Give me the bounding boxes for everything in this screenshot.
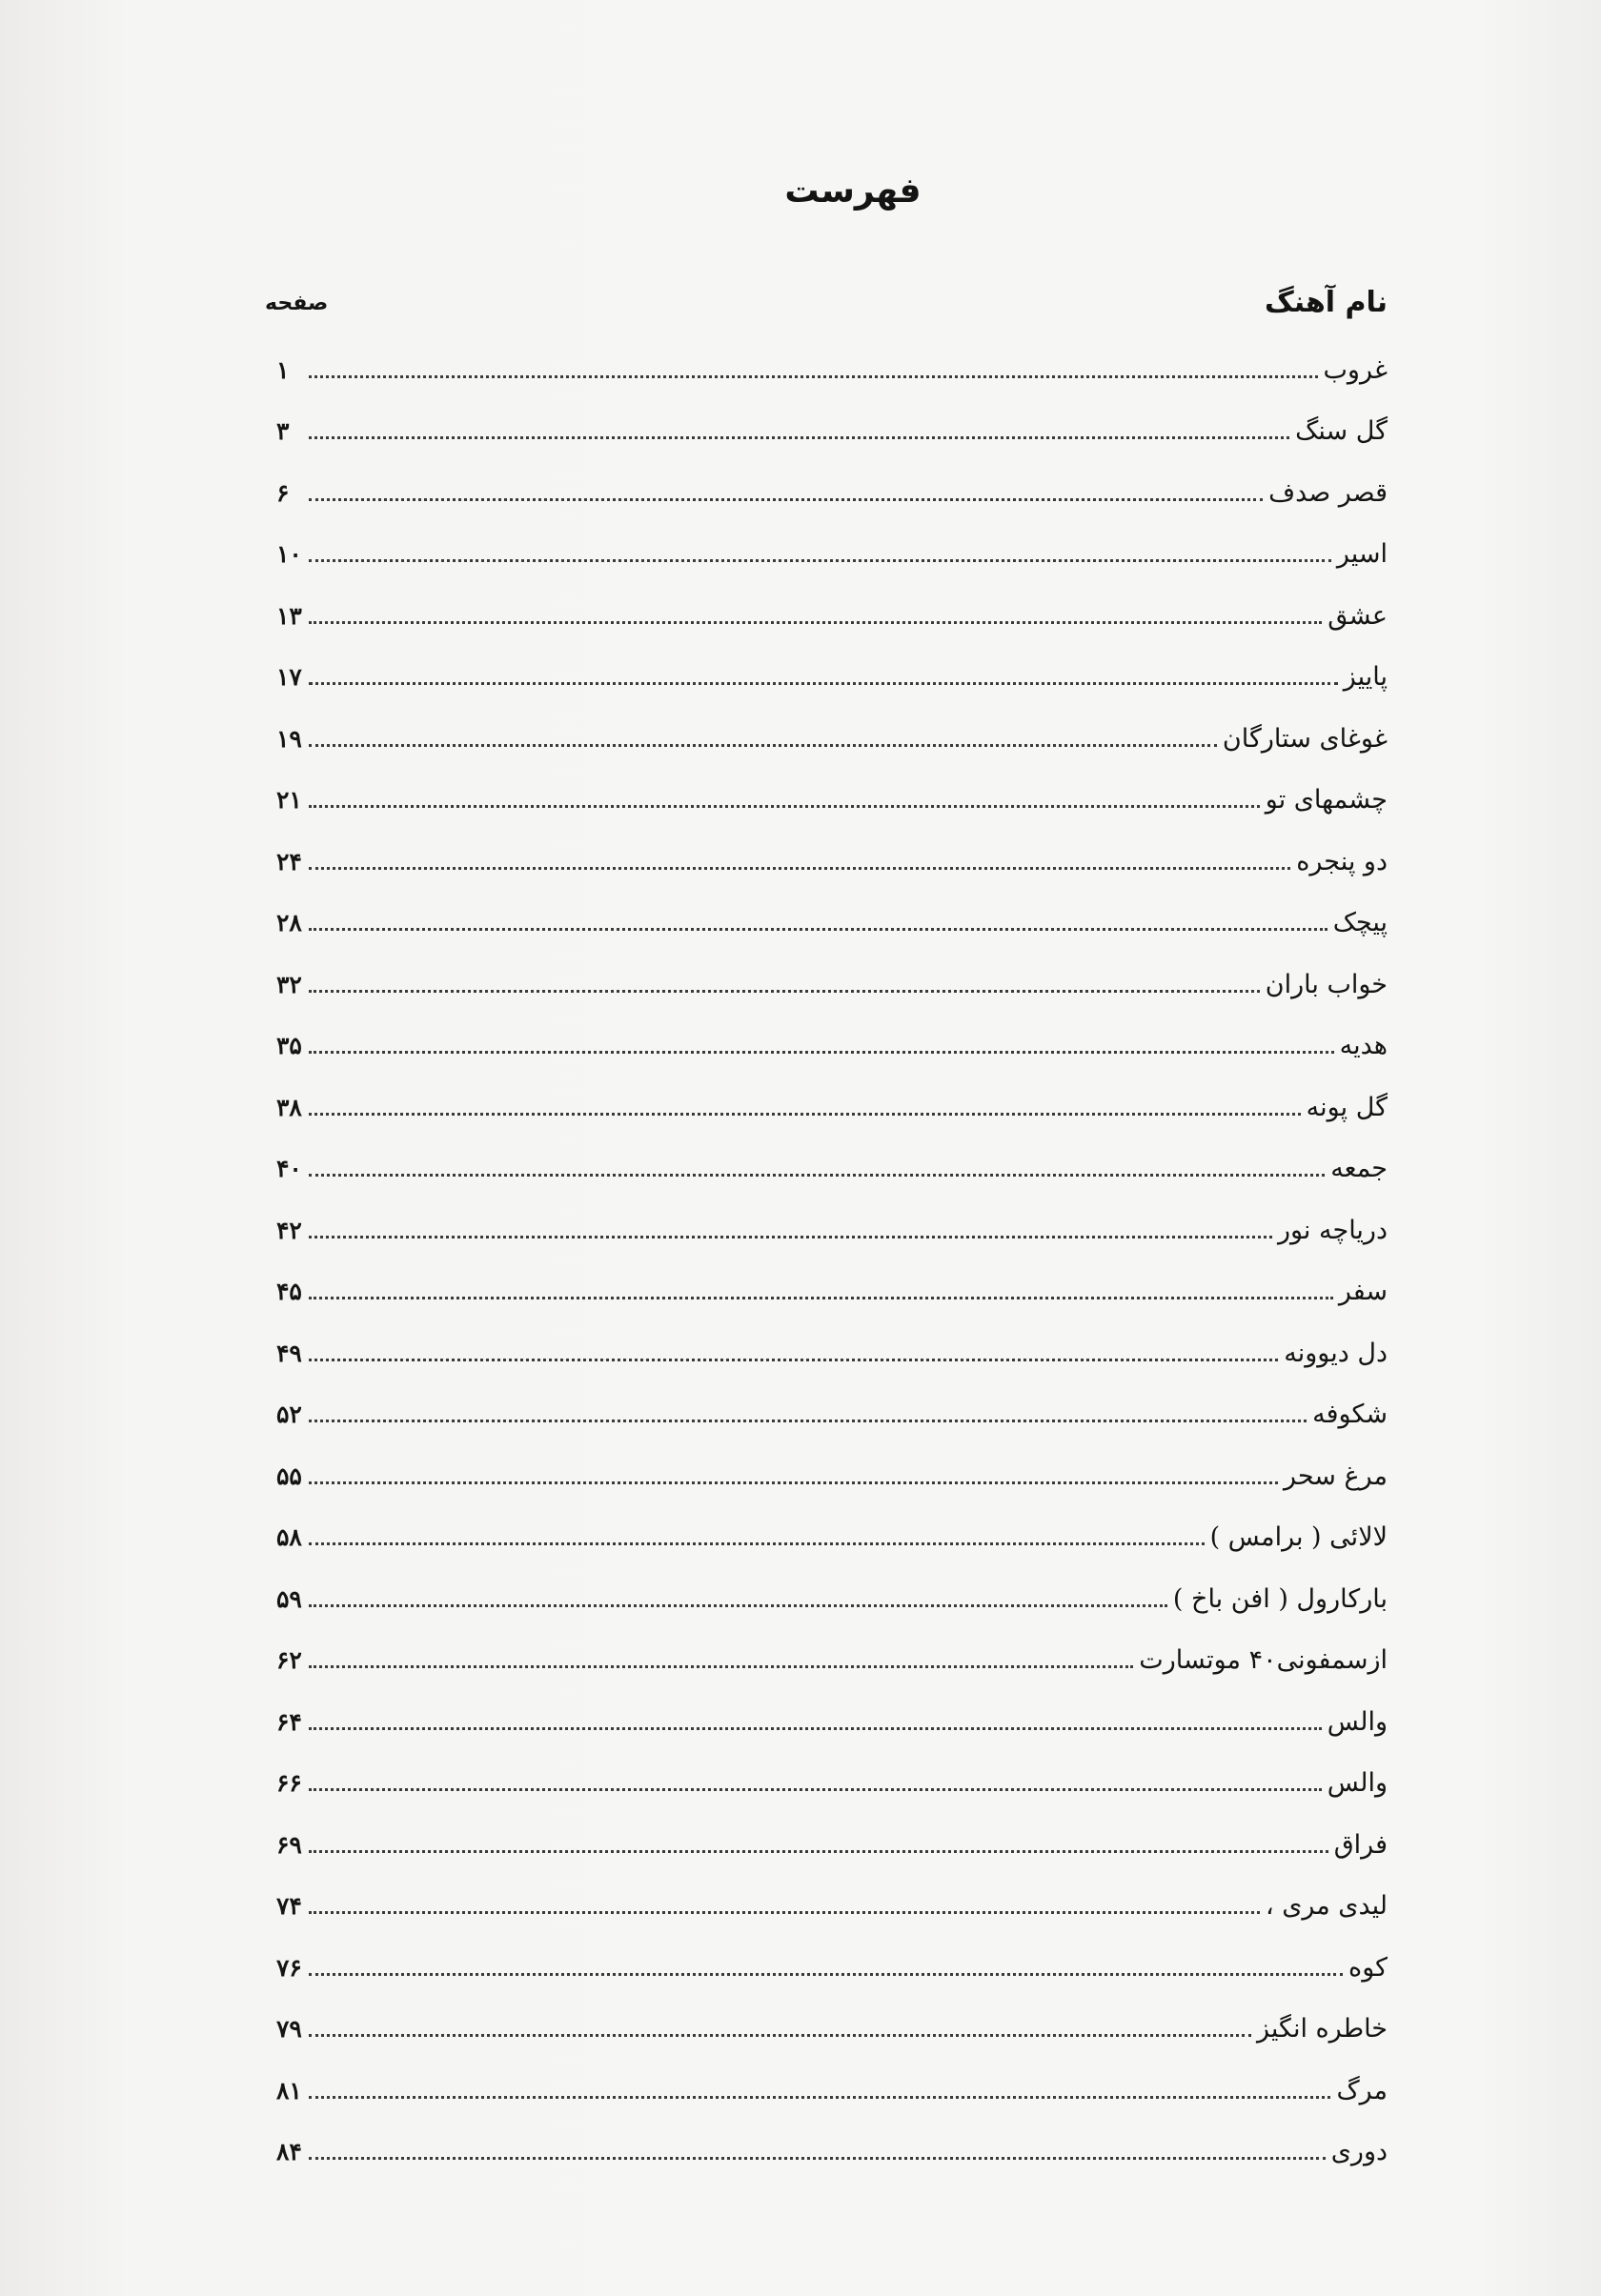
toc-entry-title: چشمهای تو bbox=[1265, 785, 1388, 816]
toc-entry bbox=[276, 1507, 1388, 1569]
dotted-leader bbox=[309, 436, 1289, 439]
toc-entry-title: بارکارول ( افن باخ ) bbox=[1172, 1583, 1388, 1614]
dotted-leader bbox=[309, 1788, 1322, 1791]
toc-entry bbox=[276, 339, 1388, 401]
toc-entry-page-number: ۱۹ bbox=[276, 724, 302, 753]
dotted-leader bbox=[309, 1236, 1272, 1239]
toc-entry-title: غروب bbox=[1323, 354, 1388, 385]
dotted-leader bbox=[309, 1359, 1278, 1361]
toc-entry-page-number: ۳۲ bbox=[276, 970, 302, 998]
toc-entry-page-number: ۳ bbox=[276, 417, 290, 446]
toc-entry bbox=[276, 1322, 1388, 1384]
toc-entry-title: دریاچه نور bbox=[1277, 1215, 1388, 1245]
toc-entry-title: دل دیوونه bbox=[1284, 1338, 1388, 1368]
dotted-leader bbox=[309, 1727, 1322, 1730]
dotted-leader bbox=[309, 1604, 1167, 1607]
toc-entry bbox=[276, 893, 1388, 955]
toc-entry bbox=[276, 1384, 1388, 1446]
toc-entry-page-number: ۷۴ bbox=[276, 1892, 302, 1921]
toc-entry bbox=[276, 708, 1388, 770]
toc-entry-title: غوغای ستارگان bbox=[1222, 723, 1388, 754]
toc-entry-page-number: ۳۸ bbox=[276, 1093, 302, 1121]
dotted-leader bbox=[309, 1665, 1133, 1668]
toc-entry-page-number: ۵۲ bbox=[276, 1400, 302, 1429]
dotted-leader bbox=[309, 2034, 1251, 2037]
toc-entry-page-number: ۲۱ bbox=[276, 786, 302, 815]
toc-entry-title: جمعه bbox=[1330, 1154, 1388, 1184]
toc-entry-title: سفر bbox=[1338, 1277, 1388, 1307]
toc-entry-title: خواب باران bbox=[1265, 969, 1388, 999]
toc-entry-page-number: ۷۶ bbox=[276, 1953, 302, 1982]
toc-entry bbox=[276, 954, 1388, 1016]
dotted-leader bbox=[309, 928, 1327, 931]
toc-entry-page-number: ۶۹ bbox=[276, 1830, 302, 1859]
toc-entry-page-number: ۸۴ bbox=[276, 2138, 302, 2166]
toc-entry-title: پاییز bbox=[1343, 662, 1388, 693]
toc-entry-page-number: ۶۲ bbox=[276, 1646, 302, 1675]
toc-entry-title: دو پنجره bbox=[1296, 846, 1388, 876]
toc-entry-page-number: ۶۶ bbox=[276, 1769, 302, 1798]
dotted-leader bbox=[309, 559, 1331, 562]
toc-entry bbox=[276, 647, 1388, 709]
dotted-leader bbox=[309, 1174, 1325, 1177]
dotted-leader bbox=[309, 1481, 1278, 1484]
toc-entry-page-number: ۵۹ bbox=[276, 1584, 302, 1613]
toc-entry-title: مرغ سحر bbox=[1283, 1460, 1388, 1491]
toc-entry bbox=[276, 1630, 1388, 1692]
toc-entry-title: لیدی مری ، bbox=[1265, 1891, 1388, 1922]
toc-entry-page-number: ۵۵ bbox=[276, 1461, 302, 1490]
table-of-contents bbox=[276, 339, 1388, 2183]
toc-entry-title: فراق bbox=[1333, 1829, 1388, 1860]
toc-entry-title: خاطره انگیز bbox=[1256, 2014, 1388, 2044]
toc-entry-page-number: ۳۵ bbox=[276, 1032, 302, 1060]
toc-entry-title: عشق bbox=[1327, 600, 1388, 631]
dotted-leader bbox=[309, 2096, 1330, 2099]
dotted-leader bbox=[309, 990, 1260, 993]
toc-entry-title: پیچک bbox=[1332, 908, 1388, 938]
toc-entry-page-number: ۶۴ bbox=[276, 1707, 302, 1736]
toc-entry bbox=[276, 1138, 1388, 1200]
toc-entry-page-number: ۵۸ bbox=[276, 1523, 302, 1552]
toc-entry-title: شکوفه bbox=[1312, 1400, 1388, 1430]
toc-entry-page-number: ۶ bbox=[276, 478, 290, 507]
toc-entry bbox=[276, 401, 1388, 463]
toc-entry bbox=[276, 462, 1388, 524]
dotted-leader bbox=[309, 1973, 1343, 1976]
toc-entry-title: کوه bbox=[1348, 1952, 1388, 1983]
dotted-leader bbox=[309, 682, 1338, 685]
toc-entry bbox=[276, 1691, 1388, 1753]
dotted-leader bbox=[309, 1051, 1334, 1054]
toc-entry bbox=[276, 1016, 1388, 1078]
toc-entry bbox=[276, 1077, 1388, 1138]
dotted-leader bbox=[309, 1113, 1301, 1116]
toc-entry-page-number: ۴۲ bbox=[276, 1216, 302, 1244]
toc-entry bbox=[276, 770, 1388, 832]
dotted-leader bbox=[309, 1420, 1307, 1422]
toc-entry-title: ازسمفونی۴۰ موتسارت bbox=[1139, 1645, 1388, 1676]
song-name-column-header: نام آهنگ bbox=[1264, 286, 1388, 319]
toc-entry bbox=[276, 2122, 1388, 2184]
toc-entry-page-number: ۴۰ bbox=[276, 1155, 302, 1183]
dotted-leader bbox=[309, 805, 1260, 808]
toc-entry-page-number: ۲۴ bbox=[276, 847, 302, 876]
toc-entry-title: لالائی ( برامس ) bbox=[1209, 1522, 1388, 1553]
page-number-column-header: صفحه bbox=[265, 292, 329, 315]
toc-entry-page-number: ۸۱ bbox=[276, 2076, 302, 2105]
dotted-leader bbox=[309, 867, 1290, 870]
dotted-leader bbox=[309, 2157, 1326, 2160]
dotted-leader bbox=[309, 375, 1318, 378]
dotted-leader bbox=[309, 1542, 1205, 1545]
dotted-leader bbox=[309, 1850, 1328, 1853]
toc-entry-title: والس bbox=[1327, 1768, 1388, 1799]
toc-entry bbox=[276, 1814, 1388, 1876]
toc-entry-page-number: ۴۵ bbox=[276, 1278, 302, 1306]
toc-entry bbox=[276, 1568, 1388, 1630]
toc-entry-page-number: ۷۹ bbox=[276, 2015, 302, 2044]
toc-entry bbox=[276, 1445, 1388, 1507]
toc-entry bbox=[276, 585, 1388, 647]
toc-entry-page-number: ۱۰ bbox=[276, 540, 302, 569]
dotted-leader bbox=[309, 744, 1217, 747]
toc-entry bbox=[276, 1876, 1388, 1938]
toc-entry bbox=[276, 1999, 1388, 2061]
toc-entry-title: قصر صدف bbox=[1268, 477, 1388, 508]
toc-entry bbox=[276, 1199, 1388, 1261]
dotted-leader bbox=[309, 621, 1322, 624]
toc-entry bbox=[276, 1753, 1388, 1815]
toc-entry bbox=[276, 1937, 1388, 1999]
toc-entry-title: هدیه bbox=[1339, 1031, 1388, 1061]
toc-entry-page-number: ۴۹ bbox=[276, 1339, 302, 1367]
toc-entry-page-number: ۲۸ bbox=[276, 909, 302, 937]
toc-entry bbox=[276, 1261, 1388, 1323]
toc-entry bbox=[276, 524, 1388, 586]
dotted-leader bbox=[309, 1297, 1333, 1299]
toc-entry-title: دوری bbox=[1330, 2137, 1388, 2167]
toc-entry-title: والس bbox=[1327, 1706, 1388, 1737]
dotted-leader bbox=[309, 498, 1263, 501]
toc-entry-title: گل پونه bbox=[1306, 1092, 1388, 1122]
toc-entry bbox=[276, 831, 1388, 893]
toc-entry-title: گل سنگ bbox=[1295, 416, 1388, 447]
toc-entry-title: مرگ bbox=[1336, 2075, 1388, 2105]
toc-entry-page-number: ۱۷ bbox=[276, 663, 302, 692]
toc-entry-page-number: ۱ bbox=[276, 355, 290, 384]
toc-entry-page-number: ۱۳ bbox=[276, 601, 302, 630]
toc-header bbox=[265, 286, 1388, 324]
toc-entry bbox=[276, 2060, 1388, 2122]
dotted-leader bbox=[309, 1911, 1260, 1914]
toc-entry-title: اسیر bbox=[1336, 539, 1388, 570]
page-title: فهرست bbox=[784, 171, 922, 211]
